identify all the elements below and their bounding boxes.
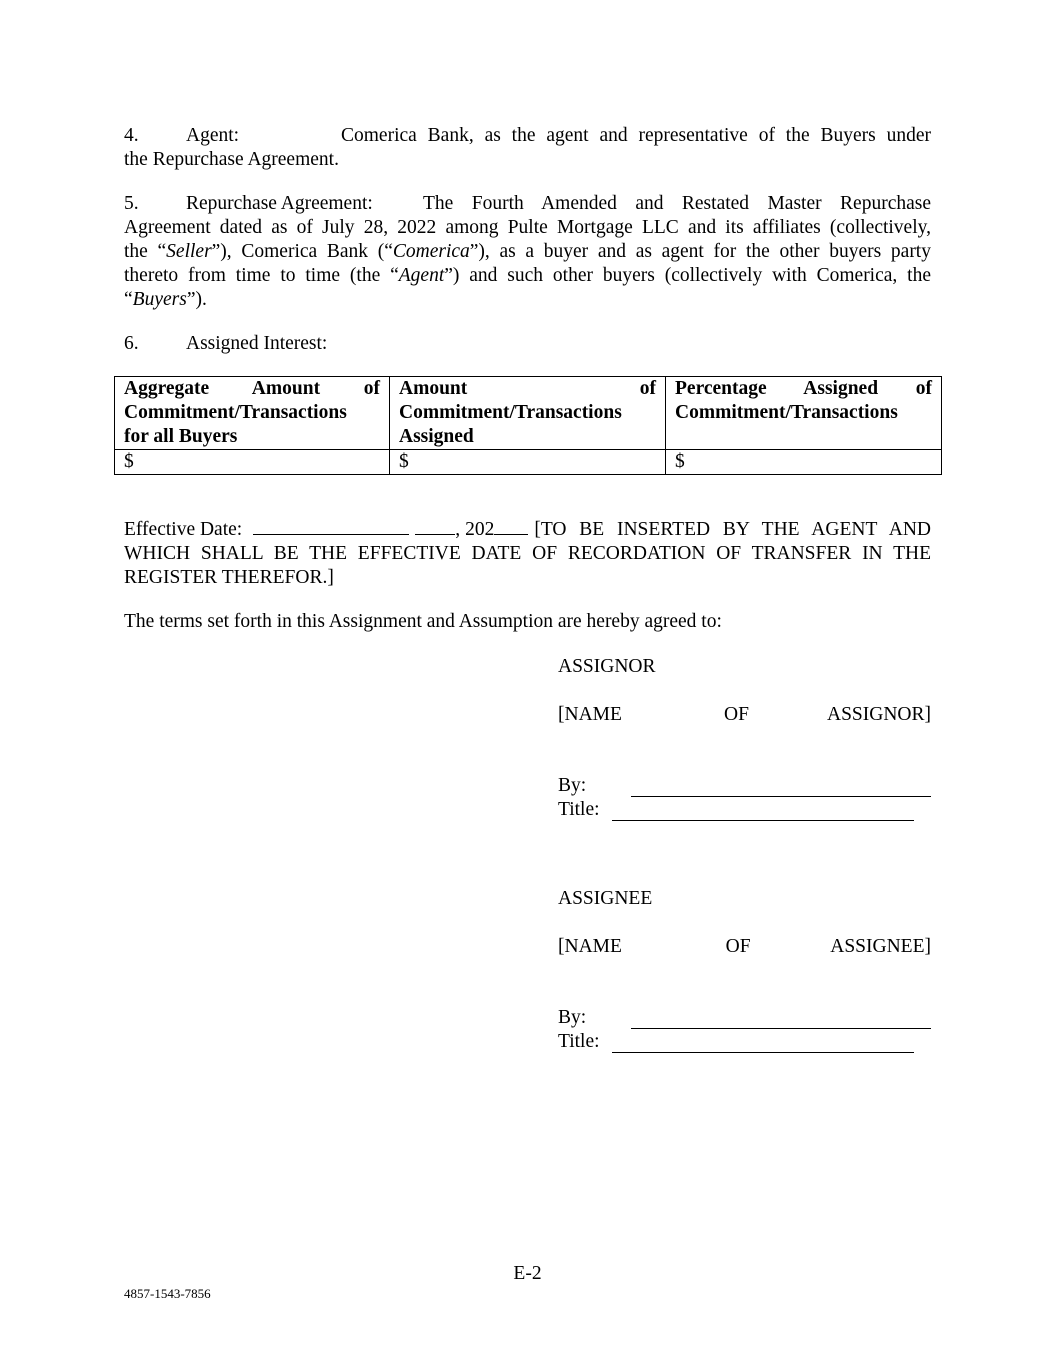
item-text: Comerica Bank, as the agent and representative of the Buyers under xyxy=(341,125,931,146)
table-cell: $ xyxy=(390,450,666,475)
effective-date-label: Effective Date: xyxy=(124,519,243,540)
page-number: E-2 xyxy=(513,1263,542,1284)
assignor-signature-line xyxy=(631,796,931,797)
agreed-text: The terms set forth in this Assignment and Assumption are hereby agreed to: xyxy=(124,611,722,632)
item-text: The Fourth Amended and Restated Master Repurchase xyxy=(423,193,931,214)
table-header-row xyxy=(115,377,942,450)
assigned-interest-table xyxy=(114,376,942,475)
defined-term-comerica: Comerica xyxy=(392,241,470,262)
item-number: 4. xyxy=(124,125,139,146)
item-text-line: Agreement dated as of July 28, 2022 among Pulte Mortgage LLC and its affiliates (collectively, xyxy=(124,217,931,238)
date-blank-day xyxy=(415,518,455,535)
item-label: Repurchase Agreement: xyxy=(186,193,373,214)
item-number: 6. xyxy=(124,333,139,354)
table-cell: $ xyxy=(666,450,942,475)
table-header-cell: Percentage Assigned of Commitment/Transactions xyxy=(666,377,942,450)
document-id: 4857-1543-7856 xyxy=(124,1286,211,1301)
defined-term-seller: Seller xyxy=(166,241,212,262)
table-row xyxy=(115,450,942,475)
item-number: 5. xyxy=(124,193,139,214)
assignee-title-line xyxy=(612,1052,914,1053)
assignor-heading: ASSIGNOR xyxy=(558,656,656,677)
date-blank-month xyxy=(253,518,409,535)
item-label: Assigned Interest: xyxy=(186,333,328,354)
table-header-cell: Aggregate Amount of Commitment/Transactions for all Buyers xyxy=(115,377,390,450)
assignor-name: [NAME OF ASSIGNOR] xyxy=(558,704,931,725)
item-label: Agent: xyxy=(186,125,240,146)
assignor-by-label: By: xyxy=(558,775,587,796)
table-header-cell: Amount of Commitment/Transactions Assigned xyxy=(390,377,666,450)
item-assigned-interest xyxy=(124,332,931,356)
item-text-line: thereto from time to time (the “Agent”) and such other buyers (collectively with Comerica, the xyxy=(124,265,931,286)
assignor-title-line xyxy=(612,820,914,821)
defined-term-buyers: Buyers xyxy=(132,289,187,310)
assignee-name: [NAME OF ASSIGNEE] xyxy=(558,936,931,957)
defined-term-agent: Agent xyxy=(398,265,445,286)
assignor-title-label: Title: xyxy=(558,799,600,820)
item-text-cont: the Repurchase Agreement. xyxy=(124,149,339,170)
table-cell: $ xyxy=(115,450,390,475)
assignee-by-label: By: xyxy=(558,1007,587,1028)
item-text-line: “Buyers”). xyxy=(124,289,207,310)
effective-date: Effective Date: , 202 [TO BE INSERTED BY THE AGENT AND WHICH SHALL BE THE EFFECTIVE DATE OF RECORDATION OF TRANSFER IN THE REGISTER THEREFOR.] xyxy=(124,519,931,588)
item-text-line: the “Seller”), Comerica Bank (“Comerica”), as a buyer and as agent for the other buyers party xyxy=(124,241,931,262)
assignee-signature-line xyxy=(631,1028,931,1029)
assignee-title-label: Title: xyxy=(558,1031,600,1052)
date-blank-year xyxy=(494,518,528,535)
assignee-heading: ASSIGNEE xyxy=(558,888,653,909)
